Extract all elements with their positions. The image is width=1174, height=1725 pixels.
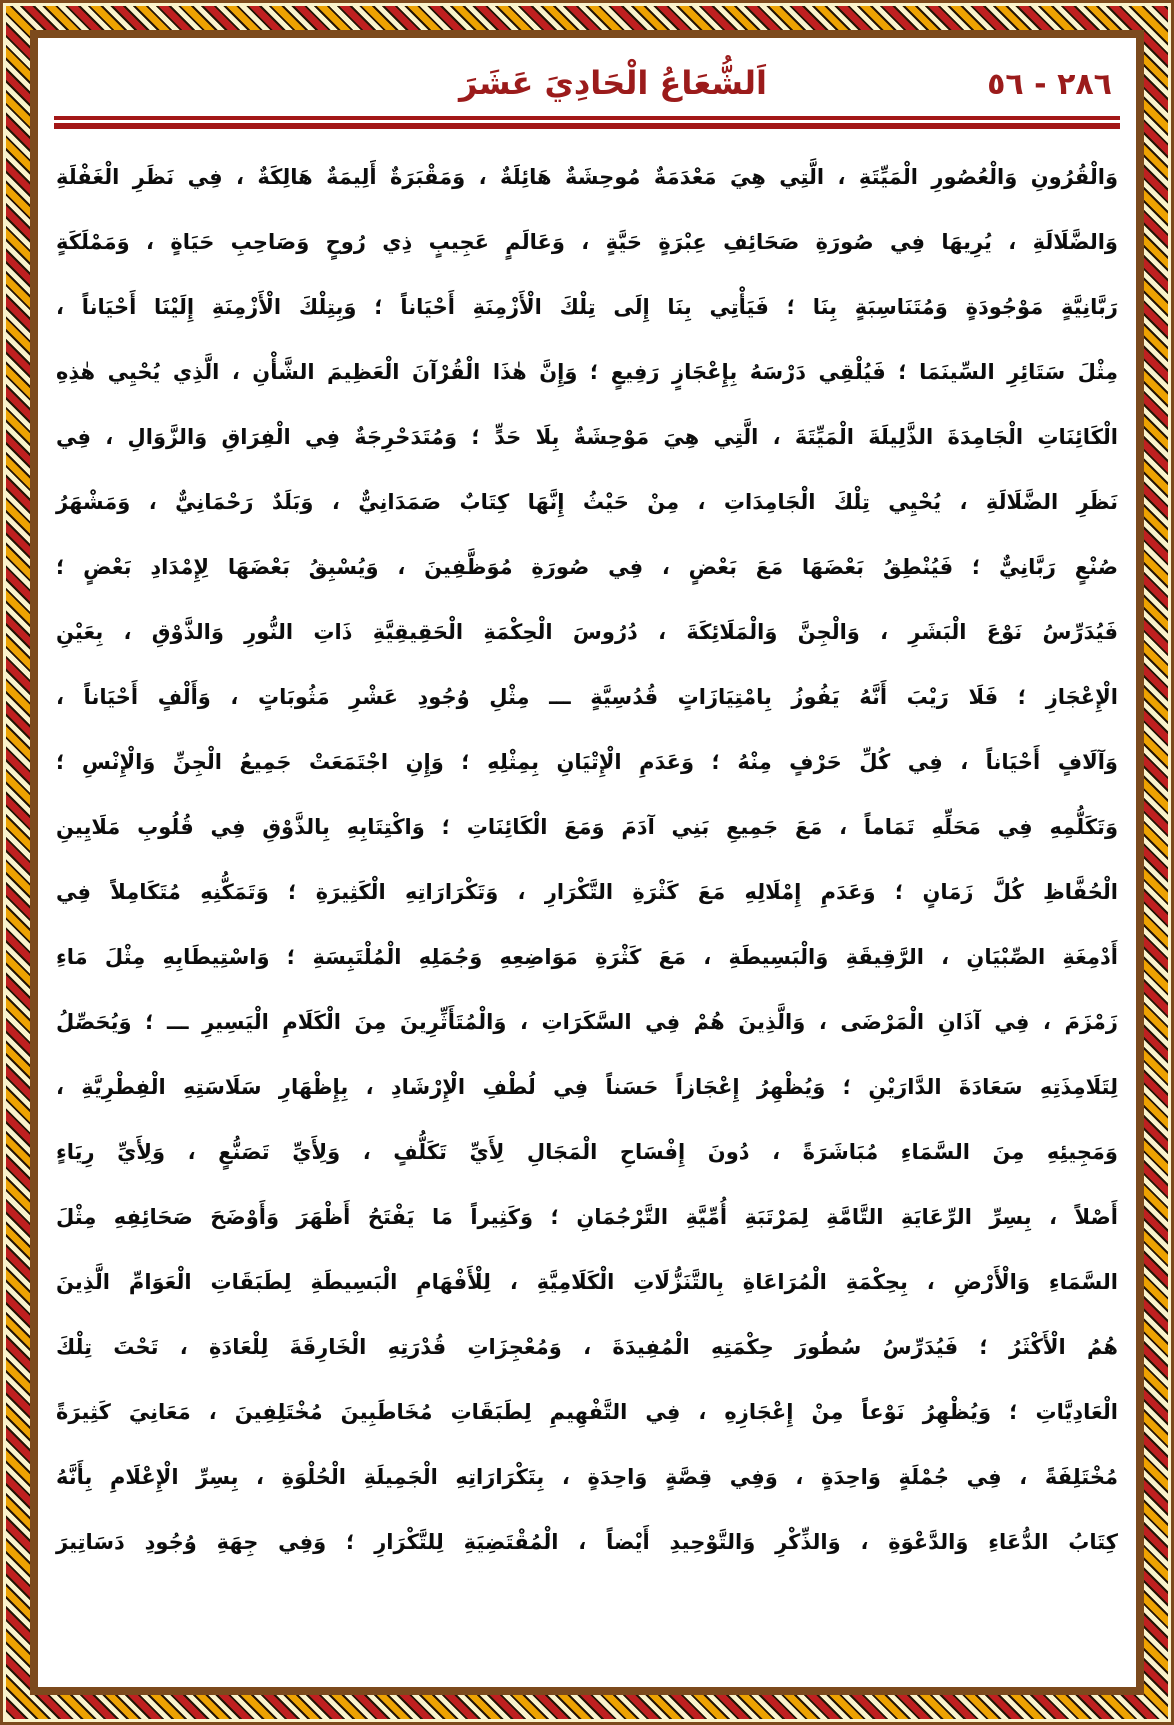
body-text: [52, 145, 1122, 1575]
text-line: مُخْتَلِفَةً ، فِي جُمْلَةٍ وَاحِدَةٍ ، وَفِي قِصَّةٍ وَاحِدَةٍ ، بِتَكْرَارَاتِهِ الْجَمِيلَةِ الْحُلْوَةِ ، بِسِرِّ الْإِعْلَامِ بِأَنَّهُ: [56, 1465, 1118, 1489]
page-number: ٢٨٦ - ٥٦: [987, 67, 1112, 102]
text-line: السَّمَاءِ وَالْأَرْضِ ، بِحِكْمَةِ الْمُرَاعَاةِ بِالتَّنَزُّلَاتِ الْكَلَامِيَّةِ ، لِلْأَفْهَامِ الْبَسِيطَةِ لِطَبَقَاتِ الْعَوَامِّ الَّذِينَ: [56, 1270, 1118, 1294]
text-line: وَآلَافٍ أَحْيَاناً ، فِي كُلِّ حَرْفٍ مِنْهُ ؛ وَعَدَمِ الْإِتْيَانِ بِمِثْلِهِ ؛ وَإِنِ اجْتَمَعَتْ جَمِيعُ الْجِنِّ وَالْإِنْسِ ؛: [56, 750, 1118, 774]
text-line: أَدْمِغَةِ الصِّبْيَانِ ، الرَّقِيقَةِ وَالْبَسِيطَةِ ، مَعَ كَثْرَةِ مَوَاضِعِهِ وَجُمَلِهِ الْمُلْتَبِسَةِ ؛ وَاسْتِيطَابِهِ مِثْلَ مَاءِ: [56, 945, 1118, 969]
chain-pattern-band: [6, 6, 1168, 1719]
text-line: وَالضَّلَالَةِ ، يُرِيهَا فِي صُورَةِ صَحَائِفِ عِبْرَةٍ حَيَّةٍ ، وَعَالَمٍ عَجِيبٍ ذِي رُوحٍ وَصَاحِبِ حَيَاةٍ ، وَمَمْلَكَةٍ: [56, 230, 1118, 254]
text-line: كِتَابُ الدُّعَاءِ وَالدَّعْوَةِ ، وَالذِّكْرِ وَالتَّوْحِيدِ أَيْضاً ، الْمُقْتَضِيَةِ لِلتَّكْرَارِ ؛ وَفِي جِهَةِ وُجُودِ دَسَاتِيرَ: [56, 1530, 1118, 1554]
page-content-area: [30, 30, 1144, 1695]
text-line: الْكَائِنَاتِ الْجَامِدَةَ الذَّلِيلَةَ الْمَيِّتَةَ ، الَّتِي هِيَ مَوْحِشَةٌ بِلَا حَدٍّ ؛ وَمُتَدَحْرِجَةٌ فِي الْفِرَاقِ وَالزَّوَالِ ، فِي: [56, 425, 1118, 449]
text-line: زَمْزَمَ ، فِي آذَانِ الْمَرْضَى ، وَالَّذِينَ هُمْ فِي السَّكَرَاتِ ، وَالْمُتَأَثِّرِينَ مِنَ الْكَلَامِ الْيَسِيرِ ـــ ؛ وَيُحَصِّلُ: [56, 1010, 1118, 1034]
double-red-rule: [54, 116, 1120, 129]
text-line: فَيُدَرِّسُ نَوْعَ الْبَشَرِ ، وَالْجِنَّ وَالْمَلَائِكَةَ ، دُرُوسَ الْحِكْمَةِ الْحَقِيقِيَّةِ ذَاتِ النُّورِ وَالذَّوْقِ ، بِعَيْنِ: [56, 620, 1118, 644]
text-line: الْإِعْجَازِ ؛ فَلَا رَيْبَ أَنَّهُ يَفُوزُ بِامْتِيَازَاتٍ قُدُسِيَّةٍ ـــ مِثْلِ وُجُودِ عَشْرِ مَثُوبَاتٍ ، وَأَلْفٍ أَحْيَاناً ،: [56, 685, 1118, 709]
text-line: لِتَلَامِذَتِهِ سَعَادَةَ الدَّارَيْنِ ؛ وَيُظْهِرُ إِعْجَازاً حَسَناً فِي لُطْفِ الْإِرْشَادِ ، بِإِظْهَارِ سَلَاسَتِهِ الْفِطْرِيَّةِ ،: [56, 1075, 1118, 1099]
text-line: مِثْلَ سَتَائِرِ السِّينَمَا ؛ فَيُلْقِي دَرْسَهُ بِإِعْجَازٍ رَفِيعٍ ؛ وَإِنَّ هٰذَا الْقُرْآنَ الْعَظِيمَ الشَّأْنِ ، الَّذِي يُحْيِي هٰذِهِ: [56, 360, 1118, 384]
text-line: أَصْلاً ، بِسِرِّ الرِّعَايَةِ التَّامَّةِ لِمَرْتَبَةِ أُمِّيَّةِ التَّرْجُمَانِ ؛ وَكَثِيراً مَا يَفْتَحُ أَظْهَرَ وَأَوْضَحَ صَحَائِفِهِ مِثْلَ: [56, 1205, 1118, 1229]
text-line: الْحُفَّاظِ كُلَّ زَمَانٍ ؛ وَعَدَمِ إِمْلَالِهِ مَعَ كَثْرَةِ التَّكْرَارِ ، وَتَكْرَارَاتِهِ الْكَثِيرَةِ ؛ وَتَمَكُّنِهِ مُتَكَامِلاً فِي: [56, 880, 1118, 904]
page-header: [52, 64, 1122, 102]
text-line: وَمَجِيئِهِ مِنَ السَّمَاءِ مُبَاشَرَةً ، دُونَ إِفْسَاحِ الْمَجَالِ لِأَيِّ تَكَلُّفٍ ، وَلِأَيِّ تَصَنُّعٍ ، وَلِأَيِّ رِيَاءٍ: [56, 1140, 1118, 1164]
page-title: اَلشُّعَاعُ الْحَادِيَ عَشَرَ: [459, 64, 767, 102]
text-line: وَتَكَلُّمِهِ فِي مَحَلِّهِ تَمَاماً ، مَعَ جَمِيعِ بَنِي آدَمَ وَمَعَ الْكَائِنَاتِ ؛ وَاكْتِتَابِهِ بِالذَّوْقِ فِي قُلُوبِ مَلَايِينِ: [56, 815, 1118, 839]
text-line: صُنْعٍ رَبَّانِيٌّ ؛ فَيُنْطِقُ بَعْضَهَا مَعَ بَعْضٍ ، فِي صُورَةِ مُوَظَّفِينَ ، وَيُسْبِقُ بَعْضَهَا لِإِمْدَادِ بَعْضٍ ؛: [56, 555, 1118, 579]
text-line: نَظَرِ الضَّلَالَةِ ، يُحْيِي تِلْكَ الْجَامِدَاتِ ، مِنْ حَيْثُ إِنَّهَا كِتَابٌ صَمَدَانِيٌّ ، وَبَلَدٌ رَحْمَانِيٌّ ، وَمَشْهَرُ: [56, 490, 1118, 514]
text-line: الْعَادِيَّاتِ ؛ وَيُظْهِرُ نَوْعاً مِنْ إِعْجَازِهِ ، فِي التَّفْهِيمِ لِطَبَقَاتِ مُخَاطَبِينَ مُخْتَلِفِينَ ، مَعَانِيَ كَثِيرَةً: [56, 1400, 1118, 1424]
text-line: وَالْقُرُونِ وَالْعُصُورِ الْمَيِّتَةِ ، الَّتِي هِيَ مَعْدَمَةٌ مُوحِشَةٌ هَائِلَةٌ ، وَمَقْبَرَةٌ أَلِيمَةٌ هَالِكَةٌ ، فِي نَظَرِ الْغَفْلَةِ: [56, 165, 1118, 189]
text-line: رَبَّانِيَّةٍ مَوْجُودَةٍ وَمُتَنَاسِبَةٍ بِنَا ؛ فَيَأْتِي بِنَا إِلَى تِلْكَ الْأَزْمِنَةِ أَحْيَاناً ؛ وَبِتِلْكَ الْأَزْمِنَةِ إِلَيْنَا أَحْيَاناً ،: [56, 295, 1118, 319]
text-line: هُمُ الْأَكْثَرُ ؛ فَيُدَرِّسُ سُطُورَ حِكْمَتِهِ الْمُفِيدَةَ ، وَمُعْجِزَاتِ قُدْرَتِهِ الْخَارِقَةَ لِلْعَادَةِ ، تَحْتَ تِلْكَ: [56, 1335, 1118, 1359]
